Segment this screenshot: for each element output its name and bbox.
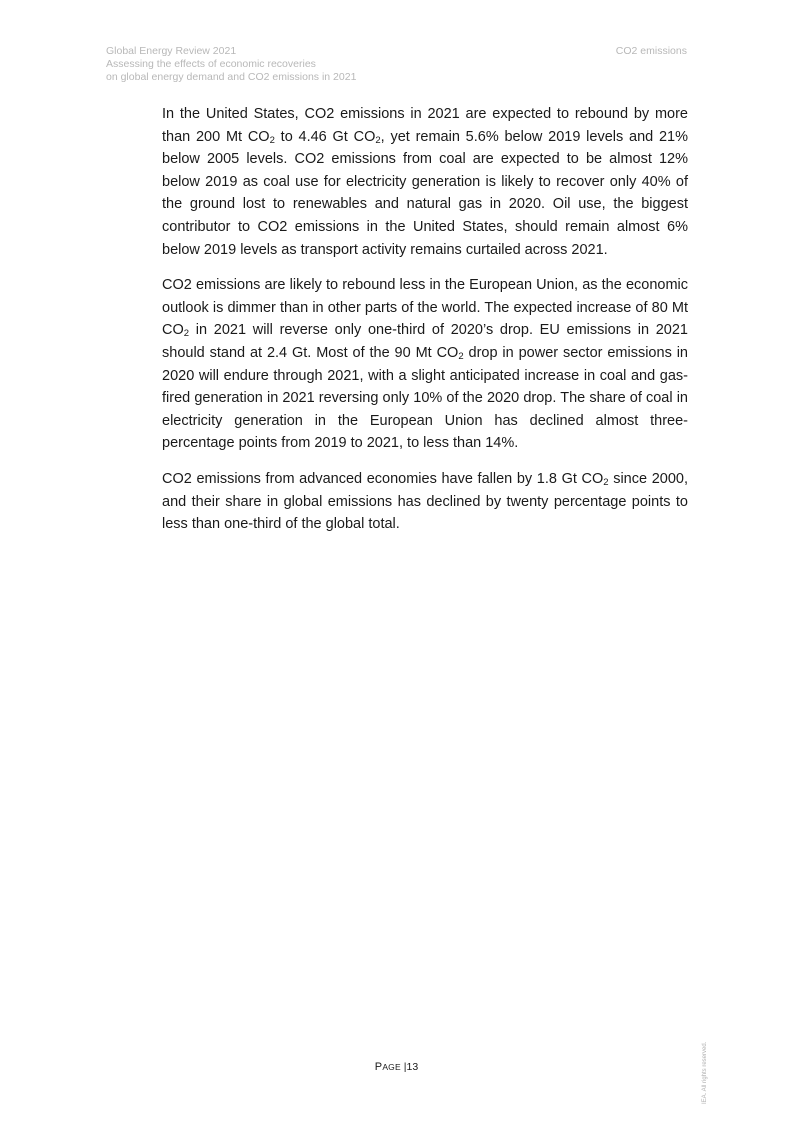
paragraph-advanced-economies: CO2 emissions from advanced economies have fallen by 1.8 Gt $CO_2$ since 2000, and their share in global emissions has declined by twenty percentage points to less than one-third of the global total. [162, 470, 688, 533]
paragraph-united-states: In the United States, CO2 emissions in 2021 are expected to rebound by more than 200 Mt $CO_2$ to 4.46 Gt $CO_2$, yet remain 5.6% below 2019 levels and 21% below 2005 levels. CO2 emissions from coal are expected to be almost 12% below 2019 as coal use for electricity generation is likely to recover only 40% of the ground lost to renewables and natural gas in 2020. Oil use, the biggest contributor to CO2 emissions in the United States, should remain almost 6% below 2019 levels as transport activity remains curtailed across 2021. [162, 106, 688, 258]
document-subtitle-line-1: Assessing the effects of economic recoveries [106, 58, 316, 70]
document-title: Global Energy Review 2021 [106, 45, 237, 57]
page-label: PAGE [374, 1061, 401, 1073]
body-text [162, 103, 688, 549]
page-separator: | [403, 1061, 407, 1073]
paragraph-european-union: CO2 emissions are likely to rebound less in the European Union, as the economic outlook is dimmer than in other parts of the world. The expected increase of 80 Mt $CO_2$ in 2021 will reverse only one-third of 2020’s drop. EU emissions in 2021 should stand at 2.4 Gt. Most of the 90 Mt $CO_2$ drop in power sector emissions in 2020 will endure through 2021, with a slight anticipated increase in coal and gas-fired generation in 2021 reversing only 10% of the 2020 drop. The share of coal in electricity generation in the European Union has declined almost three-percentage points from 2019 to 2021, to less than 14%. [162, 277, 688, 452]
running-header [106, 45, 356, 84]
copyright-notice: IEA. All rights reserved. [702, 1041, 708, 1104]
page-number: 13 [406, 1061, 419, 1073]
document-subtitle-line-2: on global energy demand and CO2 emissions in 2021 [106, 71, 357, 83]
section-title: CO2 emissions [615, 45, 687, 57]
page-footer [0, 1061, 793, 1073]
